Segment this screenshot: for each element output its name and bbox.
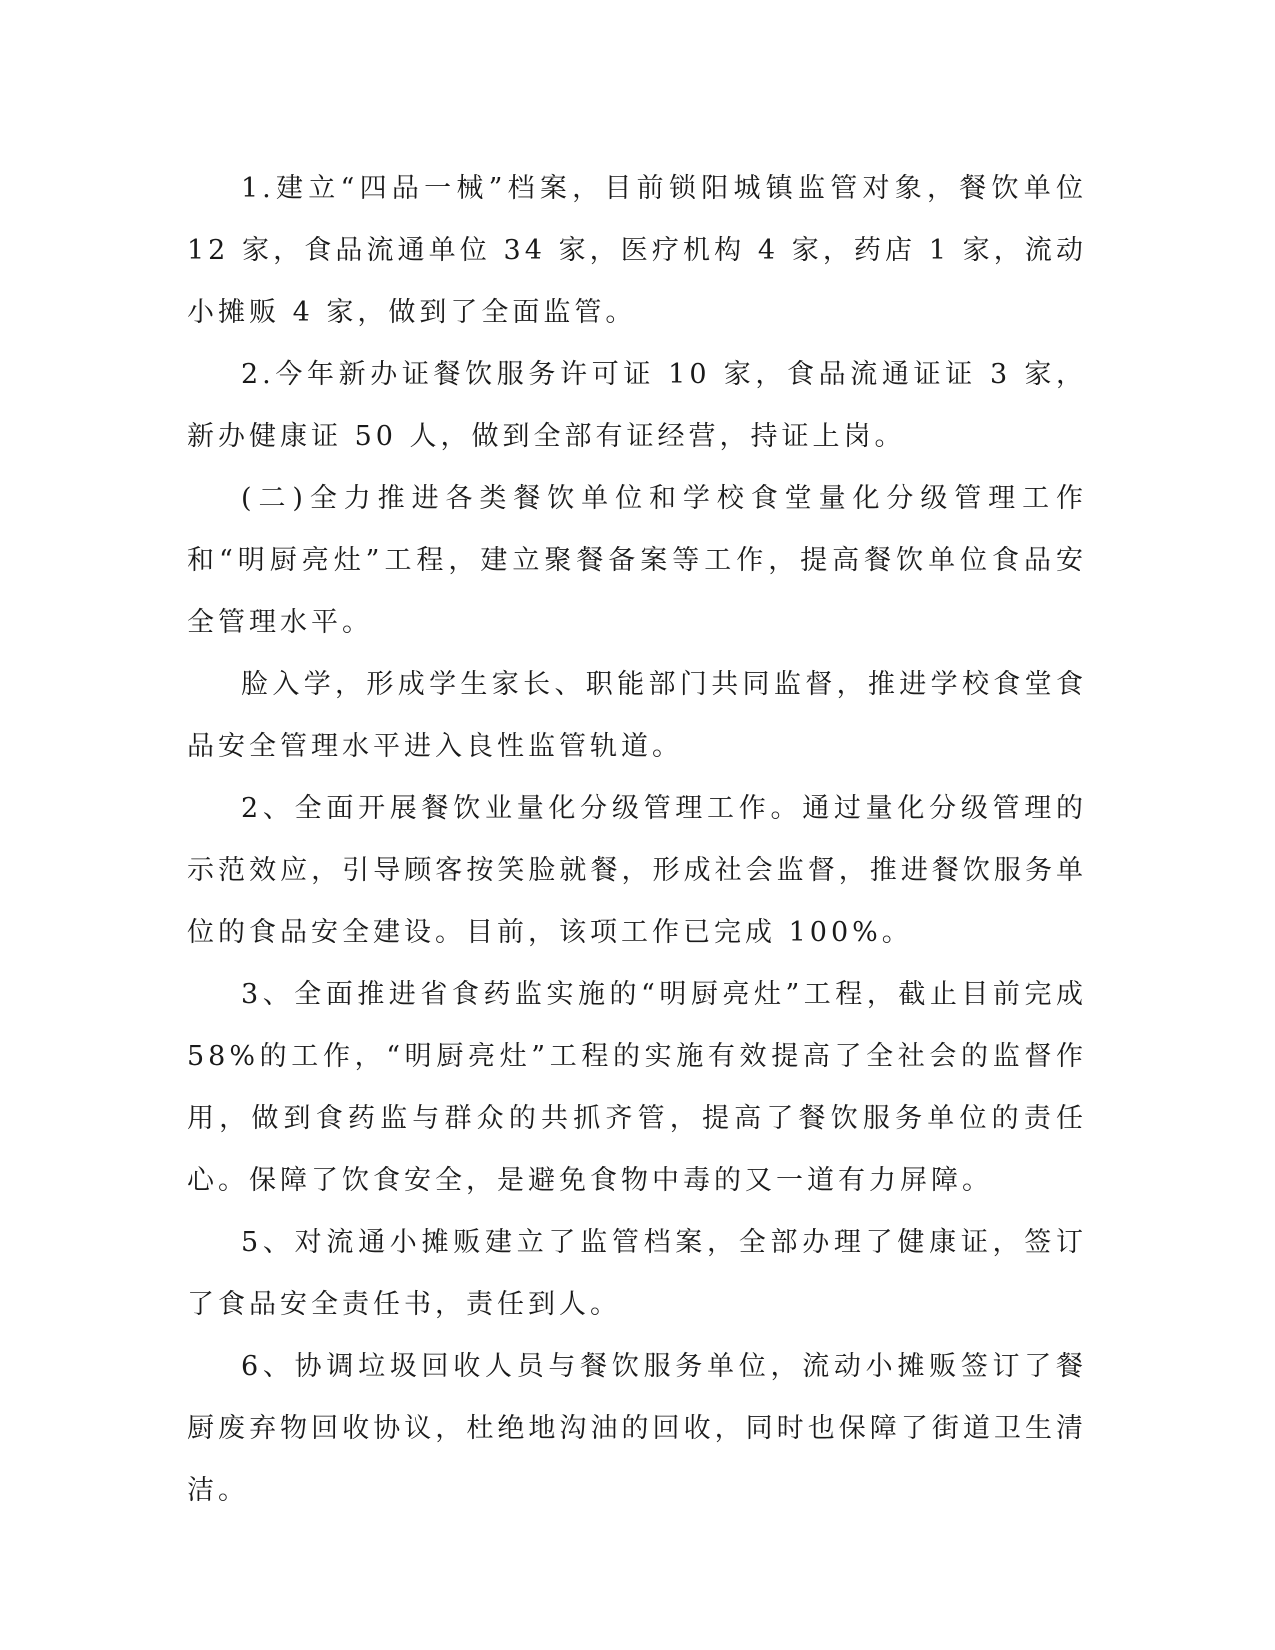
paragraph-5: 2、全面开展餐饮业量化分级管理工作。通过量化分级管理的示范效应，引导顾客按笑脸就餐，形成社会监督，推进餐饮服务单位的食品安全建设。目前，该项工作已完成 100%。 bbox=[187, 793, 1087, 948]
paragraph-8: 6、协调垃圾回收人员与餐饮服务单位，流动小摊贩签订了餐厨废弃物回收协议，杜绝地沟油的回收，同时也保障了街道卫生清洁。 bbox=[187, 1351, 1087, 1506]
paragraph-6: 3、全面推进省食药监实施的“明厨亮灶”工程，截止目前完成 58%的工作，“明厨亮灶”工程的实施有效提高了全社会的监督作用，做到食药监与群众的共抓齐管，提高了餐饮服务单位的责任心。保障了饮食安全，是避免食物中毒的又一道有力屏障。 bbox=[187, 979, 1087, 1196]
paragraph-3: (二)全力推进各类餐饮单位和学校食堂量化分级管理工作和“明厨亮灶”工程，建立聚餐备案等工作，提高餐饮单位食品安全管理水平。 bbox=[187, 483, 1087, 638]
document-body bbox=[187, 158, 1087, 1522]
paragraph-4: 脸入学，形成学生家长、职能部门共同监督，推进学校食堂食品安全管理水平进入良性监管轨道。 bbox=[187, 669, 1087, 762]
paragraph-7: 5、对流通小摊贩建立了监管档案，全部办理了健康证，签订了食品安全责任书，责任到人。 bbox=[187, 1227, 1087, 1320]
paragraph-2: 2.今年新办证餐饮服务许可证 10 家，食品流通证证 3 家，新办健康证 50 人，做到全部有证经营，持证上岗。 bbox=[187, 359, 1087, 452]
paragraph-1: 1.建立“四品一械”档案，目前锁阳城镇监管对象，餐饮单位 12 家，食品流通单位 34 家，医疗机构 4 家，药店 1 家，流动小摊贩 4 家，做到了全面监管。 bbox=[187, 173, 1087, 328]
